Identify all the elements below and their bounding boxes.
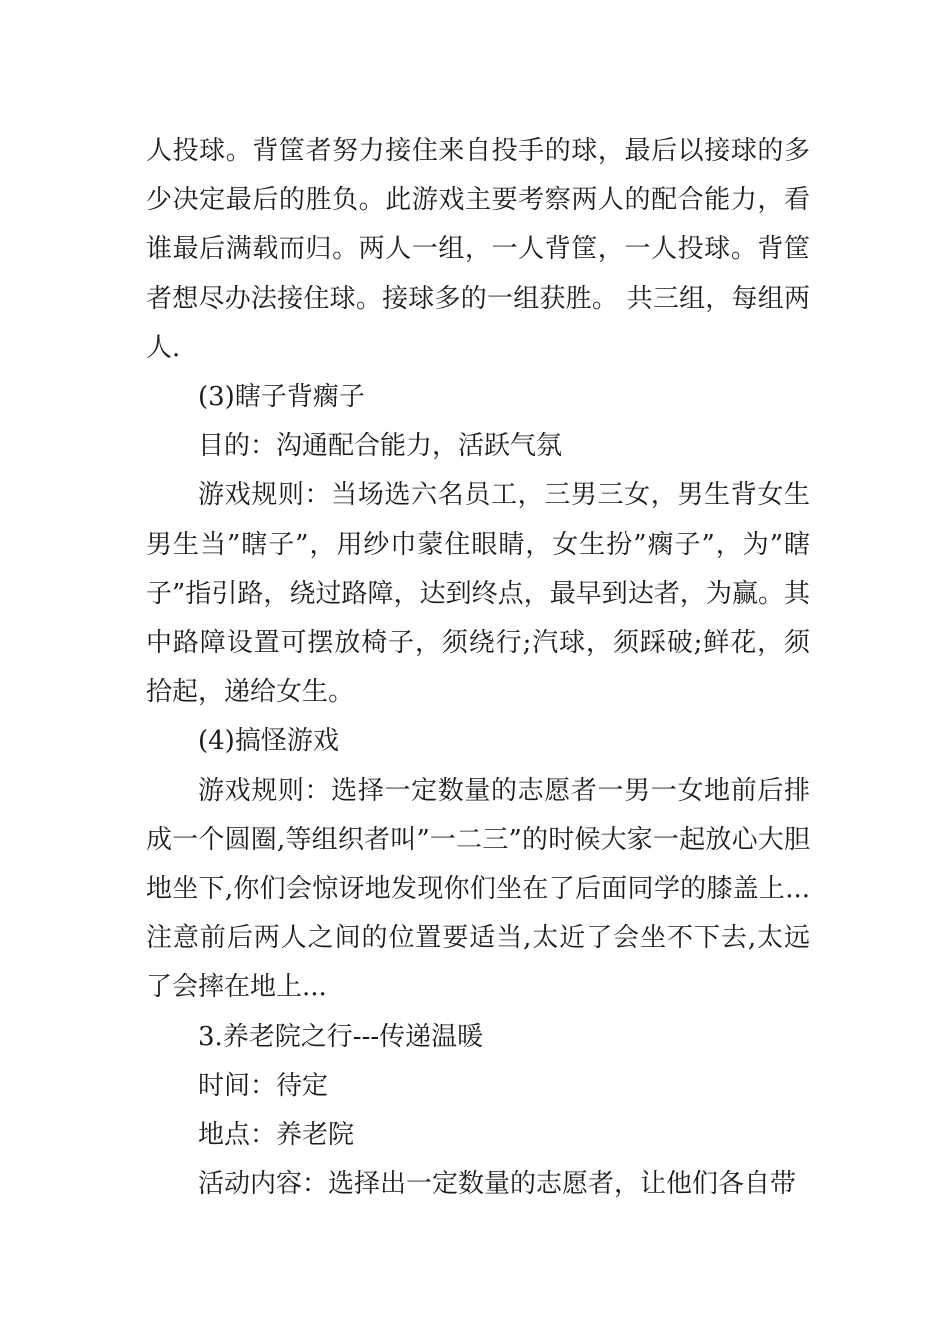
paragraph-continued: 人投球。背筐者努力接住来自投手的球，最后以接球的多少决定最后的胜负。此游戏主要考察两人的配合能力，看谁最后满载而归。两人一组，一人背筐，一人投球。背筐者想尽办法接住球。接球多的一组获胜。 共三组，每组两人. — [146, 136, 810, 363]
paragraph-game-3-rules: 游戏规则：当场选六名员工，三男三女，男生背女生男生当”瞎子”，用纱巾蒙住眼睛，女生扮”瘸子”，为”瞎子”指引路，绕过路障，达到终点，最早到达者，为赢。其中路障设置可摆放椅子，须绕行;汽球，须踩破;鲜花，须拾起，递给女生。 — [146, 480, 810, 708]
paragraph-time: 时间：待定 — [198, 1070, 329, 1101]
document-body — [146, 127, 810, 1209]
paragraph-game-3-purpose: 目的：沟通配合能力，活跃气氛 — [198, 431, 563, 462]
paragraph-location: 地点：养老院 — [198, 1120, 355, 1151]
paragraph-game-4-rules: 游戏规则：选择一定数量的志愿者一男一女地前后排成一个圆圈,等组织者叫”一二三”的时候大家一起放心大胆地坐下,你们会惊讶地发现你们坐在了后面同学的膝盖上...注意前后两人之间的位置要适当,太近了会坐不下去,太远了会摔在地上... — [146, 775, 810, 1003]
paragraph-activity-content: 活动内容：选择出一定数量的志愿者，让他们各自带 — [198, 1169, 797, 1200]
paragraph-section-3-heading: 3.养老院之行---传递温暖 — [198, 1021, 484, 1052]
paragraph-game-3-heading: (3)瞎子背瘸子 — [198, 382, 365, 413]
paragraph-game-4-heading: (4)搞怪游戏 — [198, 726, 339, 757]
